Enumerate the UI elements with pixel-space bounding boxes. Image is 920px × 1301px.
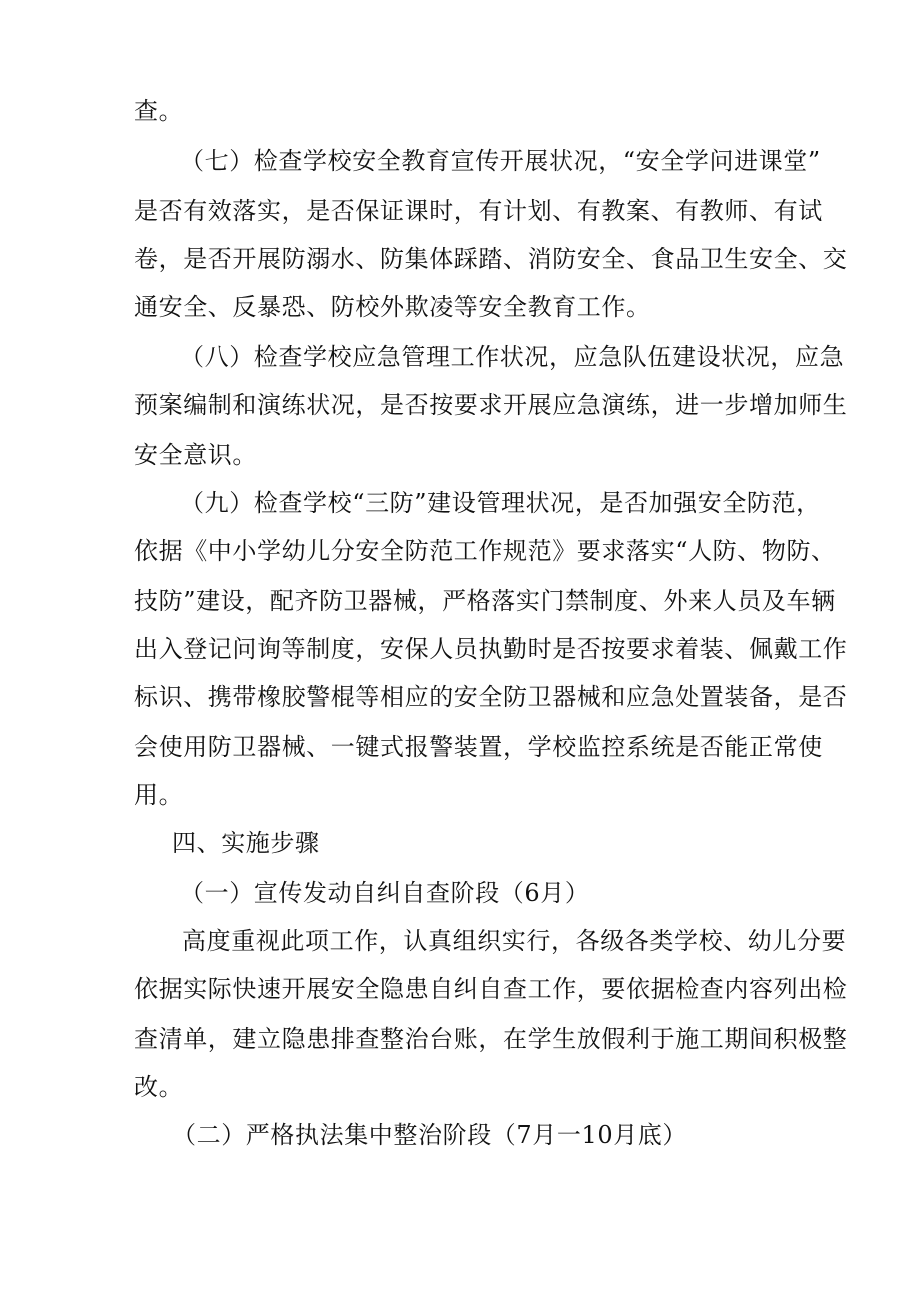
text-line-14: 会使用防卫器械、一键式报警装置，学校监控系统是否能正常使	[134, 733, 823, 761]
text-line-10: 依据《中小学幼儿分安全防范工作规范》要求落实“人防、物防、	[134, 537, 836, 565]
text-line-20: 查清单，建立隐患排查整治台账，在学生放假利于施工期间积极整	[134, 1025, 848, 1053]
text-line-19: 依据实际快速开展安全隐患自纠自查工作，要依据检查内容列出检	[134, 975, 848, 1003]
text-line-3: 是否有效落实，是否保证课时，有计划、有教案、有教师、有试	[134, 197, 823, 225]
section-eight-heading-line: （八）检查学校应急管理工作状况，应急队伍建设状况，应急	[180, 343, 845, 371]
section-four-heading: 四、实施步骤	[172, 829, 320, 857]
text-line-15: 用。	[134, 781, 184, 809]
text-line-1: 查。	[134, 97, 184, 125]
text-line-8: 安全意识。	[134, 441, 257, 469]
step-two-heading: （二）严格执法集中整治阶段（7月一10月底）	[172, 1121, 688, 1149]
text-line-18: 高度重视此项工作，认真组织实行，各级各类学校、幼儿分要	[182, 927, 847, 955]
text-line-11: 技防”建设，配齐防卫器械，严格落实门禁制度、外来人员及车辆	[134, 587, 836, 615]
text-line-12: 出入登记问询等制度，安保人员执勤时是否按要求着装、佩戴工作	[134, 635, 848, 663]
text-line-5: 通安全、反暴恐、防校外欺凌等安全教育工作。	[134, 293, 651, 321]
text-line-21: 改。	[134, 1073, 184, 1101]
section-seven-heading-line: （七）检查学校安全教育宣传开展状况，“安全学问进课堂”	[180, 147, 821, 175]
text-line-7: 预案编制和演练状况，是否按要求开展应急演练，进一步增加师生	[134, 391, 848, 419]
text-line-13: 标识、携带橡胶警棍等相应的安全防卫器械和应急处置装备，是否	[134, 683, 848, 711]
text-line-4: 卷，是否开展防溺水、防集体踩踏、消防安全、食品卫生安全、交	[134, 245, 848, 273]
step-one-heading: （一）宣传发动自纠自查阶段（6月）	[180, 879, 590, 907]
section-nine-heading-line: （九）检查学校“三防”建设管理状况，是否加强安全防范，	[180, 489, 821, 517]
